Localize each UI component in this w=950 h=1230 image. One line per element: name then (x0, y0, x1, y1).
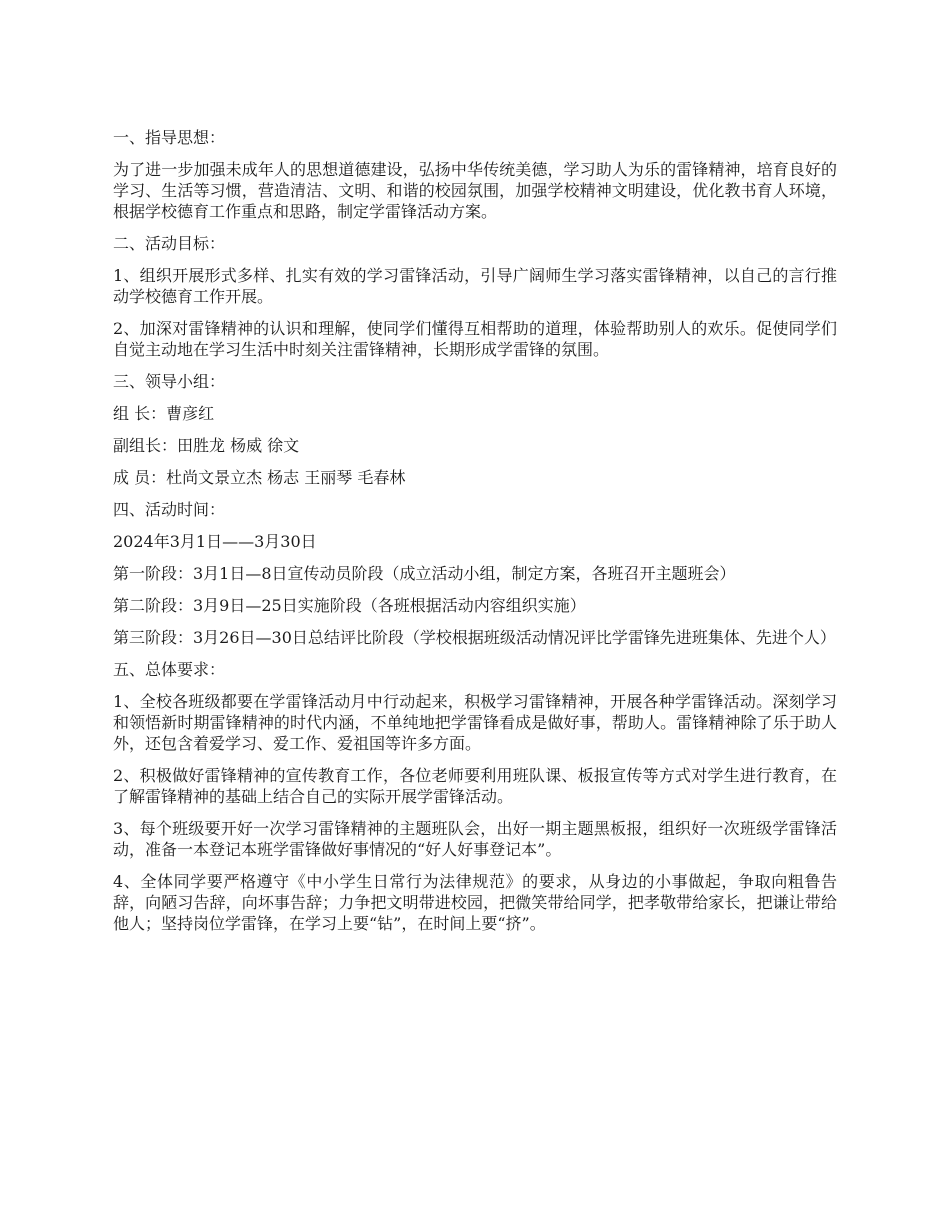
leader-line: 组 长：曹彦红 (113, 404, 215, 423)
paragraph-guiding-ideology: 为了进一步加强未成年人的思想道德建设，弘扬中华传统美德，学习助人为乐的雷锋精神，培育良好的学习、生活等习惯，营造清洁、文明、和谐的校园氛围，加强学校精神文明建设，优化教书育人环境，根据学校德育工作重点和思路，制定学雷锋活动方案。 (113, 160, 837, 221)
section-heading-guiding-ideology: 一、指导思想： (113, 128, 226, 147)
section-heading-general-requirements: 五、总体要求： (113, 660, 226, 679)
members-line: 成 员：杜尚文景立杰 杨志 王丽琴 毛春林 (113, 468, 406, 487)
phase-1: 第一阶段：3月1日—8日宣传动员阶段（成立活动小组，制定方案，各班召开主题班会） (113, 564, 736, 583)
requirement-1: 1、全校各班级都要在学雷锋活动月中行动起来，积极学习雷锋精神，开展各种学雷锋活动。深刻学习和领悟新时期雷锋精神的时代内涵，不单纯地把学雷锋看成是做好事，帮助人。雷锋精神除了乐于助人外，还包含着爱学习、爱工作、爱祖国等许多方面。 (113, 692, 837, 753)
phase-2: 第二阶段：3月9日—25日实施阶段（各班根据活动内容组织实施） (113, 596, 586, 615)
paragraph-goal-2: 2、加深对雷锋精神的认识和理解，使同学们懂得互相帮助的道理，体验帮助别人的欢乐。促使同学们自觉主动地在学习生活中时刻关注雷锋精神，长期形成学雷锋的氛围。 (113, 319, 837, 359)
deputy-leader-line: 副组长：田胜龙 杨威 徐文 (113, 436, 300, 455)
requirement-4: 4、全体同学要严格遵守《中小学生日常行为法律规范》的要求，从身边的小事做起，争取向粗鲁告辞，向陋习告辞，向坏事告辞；力争把文明带进校园，把微笑带给同学，把孝敬带给家长，把谦让带给他人；坚持岗位学雷锋，在学习上要“钻”，在时间上要“挤”。 (113, 872, 837, 933)
phase-3: 第三阶段：3月26日—30日总结评比阶段（学校根据班级活动情况评比学雷锋先进班集体、先进个人） (113, 628, 836, 647)
activity-date-range: 2024年3月1日——3月30日 (113, 532, 317, 551)
paragraph-goal-1: 1、组织开展形式多样、扎实有效的学习雷锋活动，引导广阔师生学习落实雷锋精神，以自己的言行推动学校德育工作开展。 (113, 266, 837, 306)
requirement-2: 2、积极做好雷锋精神的宣传教育工作，各位老师要利用班队课、板报宣传等方式对学生进行教育，在了解雷锋精神的基础上结合自己的实际开展学雷锋活动。 (113, 766, 837, 806)
requirement-3: 3、每个班级要开好一次学习雷锋精神的主题班队会，出好一期主题黑板报，组织好一次班级学雷锋活动，准备一本登记本班学雷锋做好事情况的“好人好事登记本”。 (113, 819, 837, 859)
section-heading-activity-goals: 二、活动目标： (113, 234, 226, 253)
section-heading-activity-time: 四、活动时间： (113, 500, 226, 519)
section-heading-leadership-group: 三、领导小组： (113, 372, 226, 391)
document-page (113, 127, 837, 945)
